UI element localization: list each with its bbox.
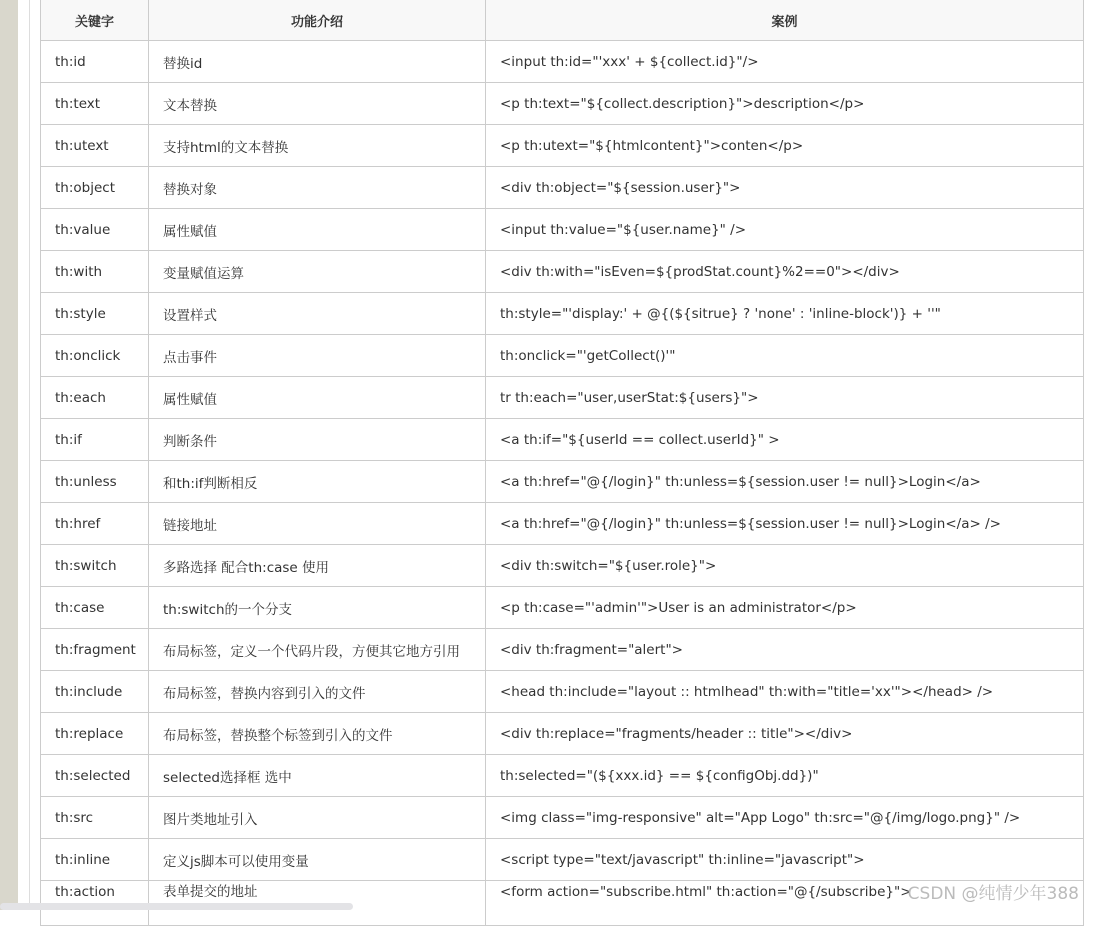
table-row [41, 671, 1084, 713]
cell-description: 表单提交的地址 [149, 881, 486, 926]
table-row [41, 545, 1084, 587]
cell-description: 定义js脚本可以使用变量 [149, 839, 486, 881]
cell-example: <form action="subscribe.html" th:action="@{/subscribe}"> [486, 881, 1084, 926]
cell-keyword: th:object [41, 167, 149, 209]
cell-description: 和th:if判断相反 [149, 461, 486, 503]
thymeleaf-attributes-table [40, 0, 1084, 926]
table-row [41, 503, 1084, 545]
left-sidebar-strip [0, 0, 18, 910]
header-example: 案例 [486, 0, 1084, 41]
cell-keyword: th:fragment [41, 629, 149, 671]
watermark: CSDN @纯情少年388 [907, 884, 1079, 904]
cell-example: <div th:replace="fragments/header :: title"></div> [486, 713, 1084, 755]
cell-description: 图片类地址引入 [149, 797, 486, 839]
table-row [41, 41, 1084, 83]
cell-description: 文本替换 [149, 83, 486, 125]
cell-description: 布局标签，定义一个代码片段，方便其它地方引用 [149, 629, 486, 671]
cell-keyword: th:style [41, 293, 149, 335]
cell-example: th:style="'display:' + @{(${sitrue} ? 'none' : 'inline-block')} + ''" [486, 293, 1084, 335]
cell-keyword: th:include [41, 671, 149, 713]
cell-keyword: th:text [41, 83, 149, 125]
table-row [41, 209, 1084, 251]
cell-keyword: th:replace [41, 713, 149, 755]
cell-example: tr th:each="user,userStat:${users}"> [486, 377, 1084, 419]
cell-example: <a th:href="@{/login}" th:unless=${session.user != null}>Login</a> [486, 461, 1084, 503]
cell-description: 链接地址 [149, 503, 486, 545]
cell-example: <p th:utext="${htmlcontent}">conten</p> [486, 125, 1084, 167]
table-row [41, 251, 1084, 293]
table-row [41, 797, 1084, 839]
horizontal-scrollbar[interactable] [0, 903, 353, 910]
table-row [41, 839, 1084, 881]
cell-keyword: th:if [41, 419, 149, 461]
cell-description: 点击事件 [149, 335, 486, 377]
cell-keyword: th:inline [41, 839, 149, 881]
cell-keyword: th:action [41, 881, 149, 926]
cell-description: 替换id [149, 41, 486, 83]
cell-example: <input th:value="${user.name}" /> [486, 209, 1084, 251]
table-row [41, 713, 1084, 755]
table-row [41, 461, 1084, 503]
cell-example: <a th:href="@{/login}" th:unless=${session.user != null}>Login</a> /> [486, 503, 1084, 545]
cell-example: <div th:with="isEven=${prodStat.count}%2==0"></div> [486, 251, 1084, 293]
cell-example: <p th:case="'admin'">User is an administrator</p> [486, 587, 1084, 629]
content-border [29, 0, 30, 910]
cell-keyword: th:src [41, 797, 149, 839]
table-row [41, 629, 1084, 671]
cell-description: 设置样式 [149, 293, 486, 335]
cell-keyword: th:value [41, 209, 149, 251]
cell-example: <a th:if="${userId == collect.userId}" > [486, 419, 1084, 461]
table-row [41, 377, 1084, 419]
cell-keyword: th:with [41, 251, 149, 293]
cell-description: 替换对象 [149, 167, 486, 209]
cell-keyword: th:case [41, 587, 149, 629]
cell-keyword: th:unless [41, 461, 149, 503]
cell-keyword: th:switch [41, 545, 149, 587]
cell-keyword: th:href [41, 503, 149, 545]
cell-example: <div th:fragment="alert"> [486, 629, 1084, 671]
table-row [41, 125, 1084, 167]
cell-description: 布局标签，替换整个标签到引入的文件 [149, 713, 486, 755]
cell-keyword: th:onclick [41, 335, 149, 377]
table-row [41, 83, 1084, 125]
cell-example: <head th:include="layout :: htmlhead" th:with="title='xx'"></head> /> [486, 671, 1084, 713]
cell-description: 支持html的文本替换 [149, 125, 486, 167]
cell-example: <script type="text/javascript" th:inline="javascript"> [486, 839, 1084, 881]
table-row [41, 167, 1084, 209]
cell-example: th:selected="(${xxx.id} == ${configObj.dd})" [486, 755, 1084, 797]
cell-keyword: th:id [41, 41, 149, 83]
table-row [41, 755, 1084, 797]
cell-example: <div th:object="${session.user}"> [486, 167, 1084, 209]
cell-description: 属性赋值 [149, 377, 486, 419]
cell-description: th:switch的一个分支 [149, 587, 486, 629]
cell-description: 属性赋值 [149, 209, 486, 251]
cell-description: 多路选择 配合th:case 使用 [149, 545, 486, 587]
cell-description: 变量赋值运算 [149, 251, 486, 293]
cell-keyword: th:each [41, 377, 149, 419]
cell-example: <input th:id="'xxx' + ${collect.id}"/> [486, 41, 1084, 83]
cell-example: <div th:switch="${user.role}"> [486, 545, 1084, 587]
cell-description: selected选择框 选中 [149, 755, 486, 797]
header-description: 功能介绍 [149, 0, 486, 41]
cell-keyword: th:selected [41, 755, 149, 797]
table-row [41, 587, 1084, 629]
header-keyword: 关键字 [41, 0, 149, 41]
table-header-row [41, 0, 1084, 41]
cell-keyword: th:utext [41, 125, 149, 167]
table-row [41, 293, 1084, 335]
table-row [41, 335, 1084, 377]
cell-description: 判断条件 [149, 419, 486, 461]
cell-description: 布局标签，替换内容到引入的文件 [149, 671, 486, 713]
cell-example: <img class="img-responsive" alt="App Logo" th:src="@{/img/logo.png}" /> [486, 797, 1084, 839]
table-row [41, 419, 1084, 461]
cell-example: th:onclick="'getCollect()'" [486, 335, 1084, 377]
cell-example: <p th:text="${collect.description}">description</p> [486, 83, 1084, 125]
